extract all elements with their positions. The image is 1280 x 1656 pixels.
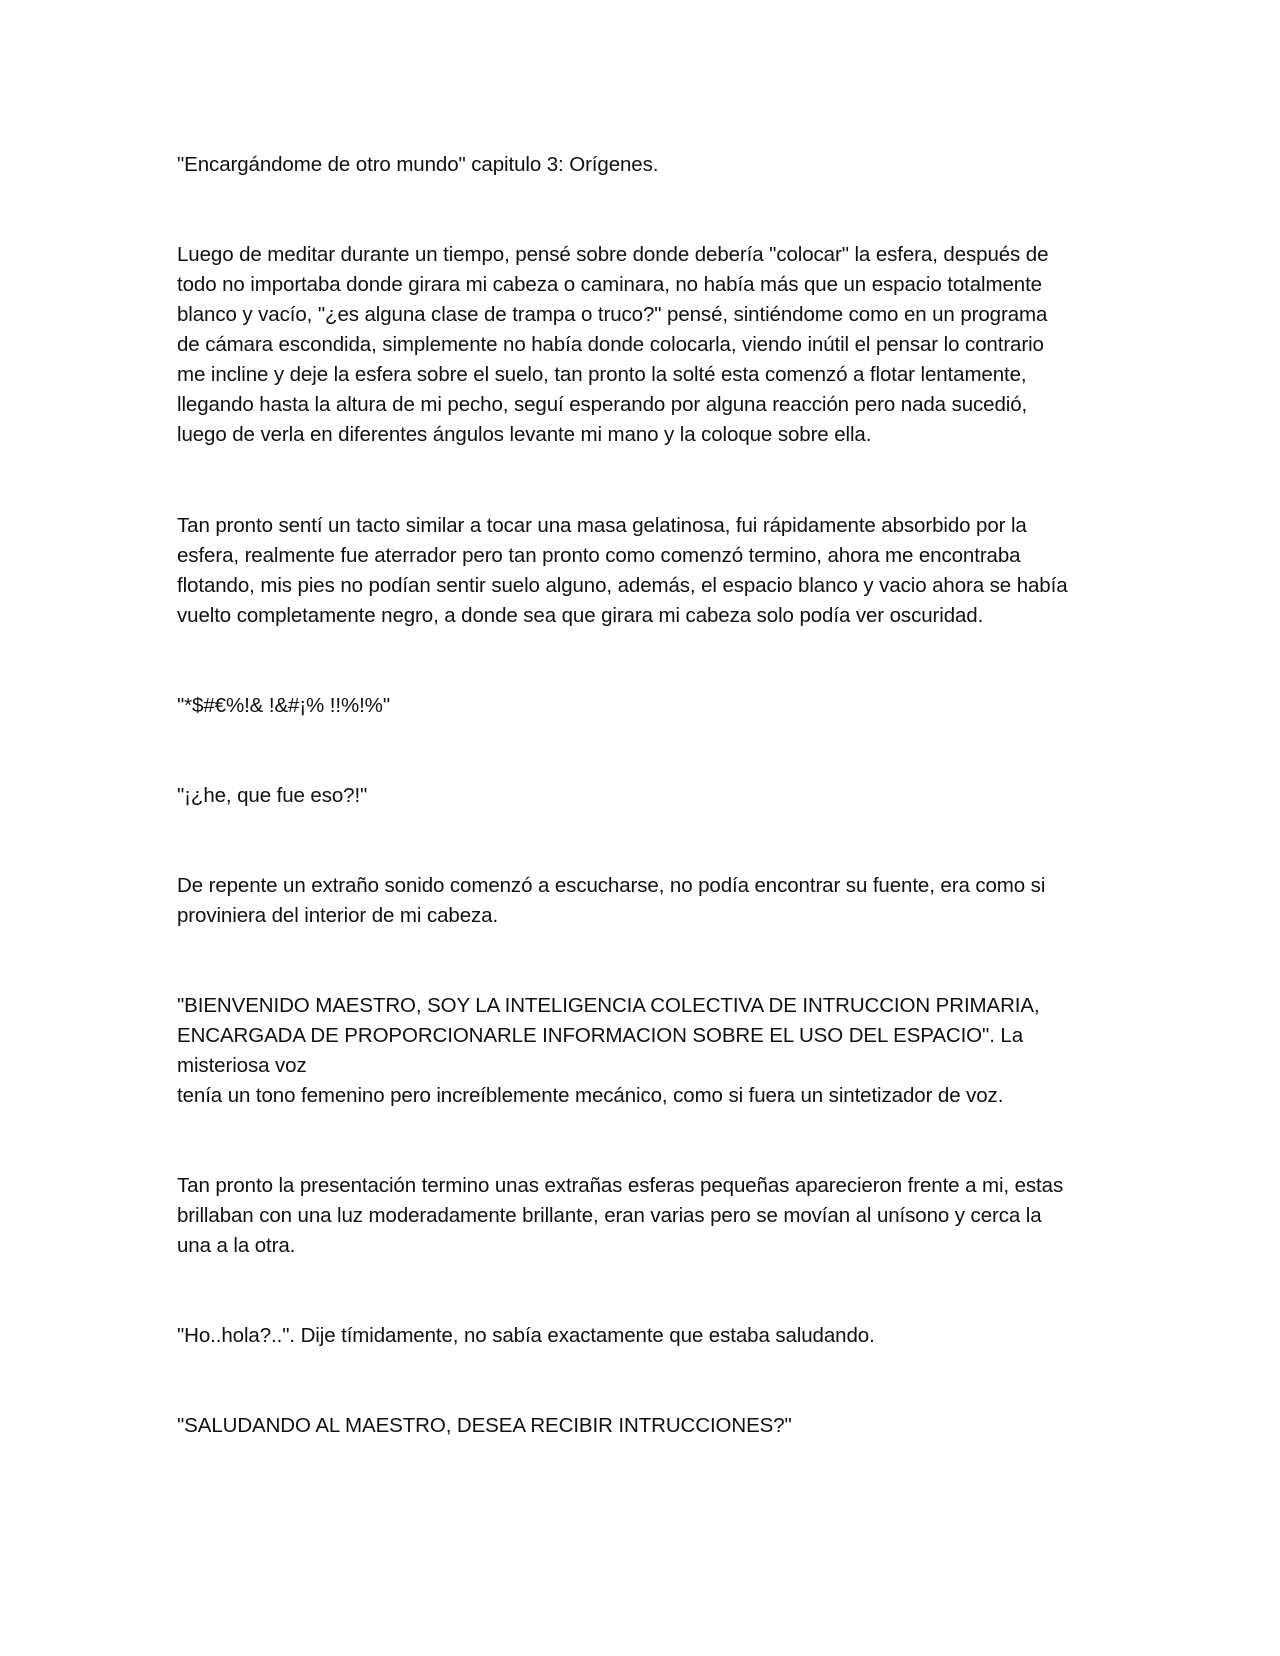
chapter-title: "Encargándome de otro mundo" capitulo 3: Orígenes.	[177, 153, 659, 176]
paragraph: "¡¿he, que fue eso?!"	[177, 784, 368, 807]
document-body	[177, 150, 1107, 1441]
paragraph: "*$#€%!& !&#¡% !!%!%"	[177, 694, 390, 717]
paragraph: "BIENVENIDO MAESTRO, SOY LA INTELIGENCIA COLECTIVA DE INTRUCCION PRIMARIA, ENCARGADA DE PROPORCIONARLE INFORMACION SOBRE EL USO DEL ESPACIO". La misteriosa voz tenía un tono femenino pero increíblemente mecánico, como si fuera un sintetizador de voz.	[177, 994, 1040, 1107]
paragraph: "SALUDANDO AL MAESTRO, DESEA RECIBIR INTRUCCIONES?"	[177, 1414, 792, 1437]
paragraph: Tan pronto la presentación termino unas extrañas esferas pequeñas aparecieron frente a mi, estas brillaban con una luz moderadamente brillante, eran varias pero se movían al unísono y cerca la una a la otra.	[177, 1174, 1064, 1257]
paragraph: Tan pronto sentí un tacto similar a tocar una masa gelatinosa, fui rápidamente absorbido por la esfera, realmente fue aterrador pero tan pronto como comenzó termino, ahora me encontraba flotando, mis pies no podían sentir suelo alguno, además, el espacio blanco y vacio ahora se había vuelto completamente negro, a donde sea que girara mi cabeza solo podía ver oscuridad.	[177, 514, 1068, 627]
paragraph: De repente un extraño sonido comenzó a escucharse, no podía encontrar su fuente, era como si proviniera del interior de mi cabeza.	[177, 874, 1046, 927]
paragraph: "Ho..hola?..". Dije tímidamente, no sabía exactamente que estaba saludando.	[177, 1324, 875, 1347]
paragraph: Luego de meditar durante un tiempo, pensé sobre donde debería "colocar" la esfera, después de todo no importaba donde girara mi cabeza o caminara, no había más que un espacio totalmente blanco y vacío, "¿es alguna clase de trampa o truco?" pensé, sintiéndome como en un programa de cámara escondida, simplemente no había donde colocarla, viendo inútil el pensar lo contrario me incline y deje la esfera sobre el suelo, tan pronto la solté esta comenzó a flotar lentamente, llegando hasta la altura de mi pecho, seguí esperando por alguna reacción pero nada sucedió, luego de verla en diferentes ángulos levante mi mano y la coloque sobre ella.	[177, 243, 1049, 446]
